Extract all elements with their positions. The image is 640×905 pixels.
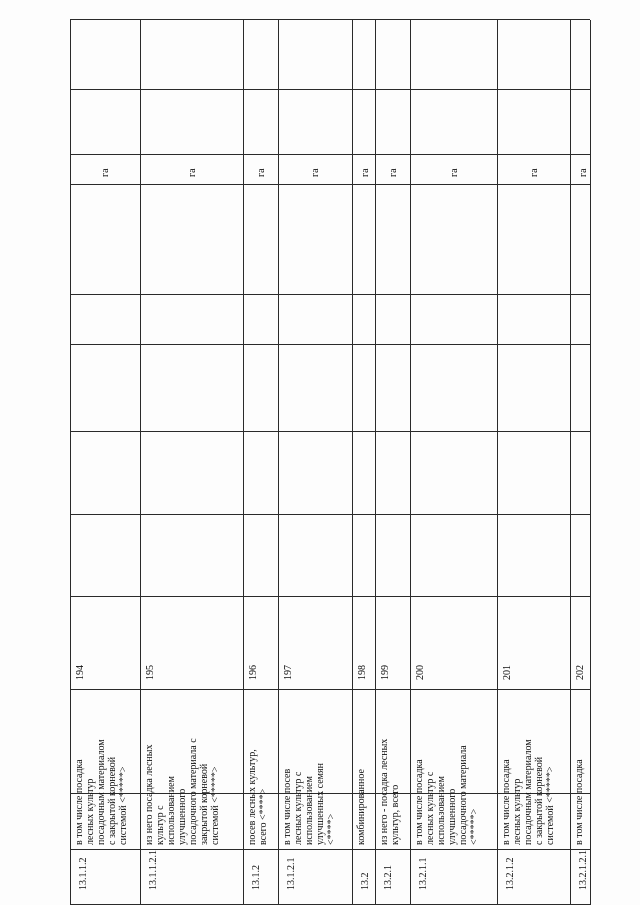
table-grid-line (70, 184, 590, 185)
row-code: 13.1.1.2 (78, 857, 89, 890)
row-unit: га (578, 168, 589, 177)
row-name: в том числе посадка лесных культур с использованием улучшенного посадочного материала <*****> (414, 745, 480, 845)
table-grid-line (70, 89, 590, 90)
row-unit: га (360, 168, 371, 177)
row-name: из него - посадка лесных культур, всего (379, 738, 401, 845)
row-unit: га (186, 168, 198, 177)
table-grid-line (70, 514, 590, 515)
row-name: комбинированное (356, 769, 367, 845)
row-name: в том числе посадка (574, 759, 585, 845)
table-grid-line (70, 689, 590, 690)
table-grid-line (410, 20, 411, 905)
row-code: 13.1.2.1 (286, 857, 297, 890)
table-grid-line (140, 20, 141, 905)
row-unit: га (528, 168, 540, 177)
table-grid-line (70, 344, 590, 345)
table-grid-line (570, 20, 571, 905)
row-code: 13.2 (360, 872, 371, 890)
row-code: 13.2.1.2.1 (578, 850, 589, 890)
row-name: из него посадка лесных культур с использованием улучшенного посадочного материала с закрытой корневой системой <*****> (144, 738, 221, 845)
row-code: 13.1.2 (251, 865, 262, 890)
table-grid-line (70, 20, 71, 905)
row-line-number: 196 (248, 665, 259, 680)
row-name: в том числе посадка лесных культур посадочным материалом с закрытой корневой системой <*****> (74, 739, 129, 845)
row-code: 13.1.1.2.1 (148, 850, 159, 890)
table-grid-line (70, 154, 590, 155)
row-unit: га (255, 168, 267, 177)
row-line-number: 198 (357, 665, 368, 680)
table-grid-line (375, 20, 376, 905)
row-name: в том числе посадка лесных культур посадочным материалом с закрытой корневой системой <*****> (501, 739, 556, 845)
row-line-number: 195 (145, 665, 156, 680)
row-line-number: 202 (575, 665, 586, 680)
table-grid-line (278, 20, 279, 905)
row-code: 13.2.1.2 (505, 857, 516, 890)
row-line-number: 201 (502, 665, 513, 680)
table-grid-line (590, 20, 591, 905)
row-line-number: 197 (283, 665, 294, 680)
row-name: в том числе посев лесных культур с использованием улучшенных семян <****> (282, 763, 337, 845)
table-grid-line (70, 19, 590, 20)
row-code: 13.2.1 (383, 865, 394, 890)
table-grid-line (70, 596, 590, 597)
row-unit: га (310, 168, 321, 177)
row-line-number: 200 (415, 665, 426, 680)
row-unit: га (448, 168, 460, 177)
table-grid-line (70, 294, 590, 295)
row-line-number: 194 (75, 665, 86, 680)
table-grid-line (352, 20, 353, 905)
table-grid-line (70, 431, 590, 432)
row-name: посев лесных культур, всего <****> (247, 749, 269, 845)
row-unit: га (100, 168, 111, 177)
table-grid-line (243, 20, 244, 905)
row-unit: га (387, 168, 399, 177)
row-code: 13.2.1.1 (418, 857, 429, 890)
table-grid-line (497, 20, 498, 905)
row-line-number: 199 (380, 665, 391, 680)
